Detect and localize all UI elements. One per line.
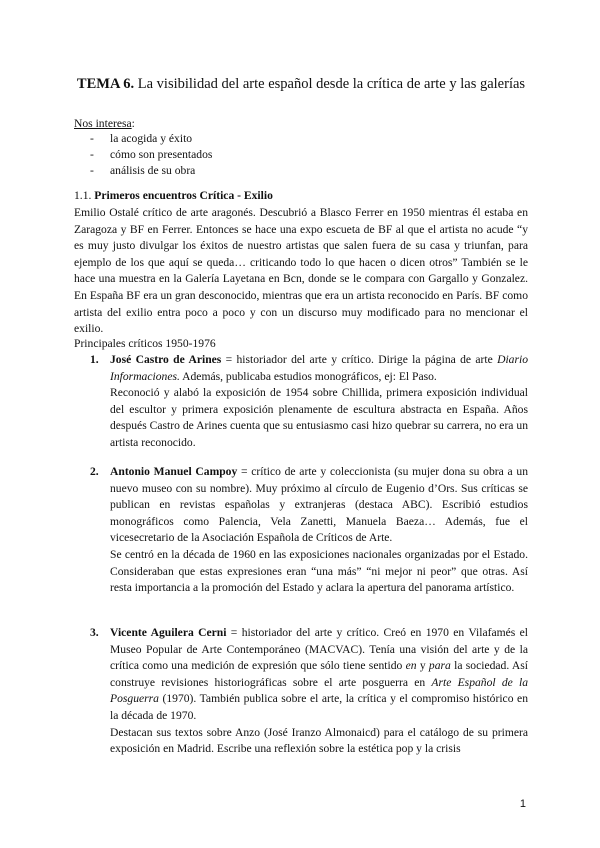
critic-item [82, 625, 528, 758]
critic-paragraph: Destacan sus textos sobre Anzo (José Iranzo Almonaicd) para el catálogo de su primera exposición en Madrid. Escribe una reflexión sobre la estética pop y la crisis [110, 725, 528, 756]
intro-heading: Nos interesa [74, 117, 132, 130]
critic-name: Antonio Manuel Campoy [110, 465, 238, 478]
critic-number: 3. [90, 626, 99, 639]
critic-item [82, 352, 528, 452]
document-title [74, 74, 528, 95]
page-number: 1 [519, 798, 526, 810]
critic-name: José Castro de Arines [110, 353, 222, 366]
critic-paragraph: Antonio Manuel Campoy = crítico de arte y coleccionista (su mujer dona su obra a un nuevo museo con su nombre). Muy próximo al círculo de Eugenio d’Ors. Sus críticas se publican en revistas españolas y extranjeras (destaca ABC). Escribió estudios monográficos como Palencia, Vela Zanetti, Manuela Baeza… Además, fue el vicesecretario de la Asociación Española de Críticos de Arte. [110, 465, 528, 545]
intro-heading-suffix: : [131, 117, 135, 130]
critic-number: 2. [90, 465, 99, 478]
title-label: TEMA 6. [76, 76, 135, 92]
title-text: La visibilidad del arte español desde la crítica de arte y las galerías [137, 76, 526, 92]
critic-paragraph: Reconoció y alabó la exposición de 1954 sobre Chillida, primera exposición individual del escultor y primera exposición plenamente de escultura abstracta en España. Años después Castro de Arines cuenta que su entusiasmo casi hizo quebrar su carrera, no era un artista reconocido. [110, 386, 528, 449]
list-item: - análisis de su obra [90, 164, 196, 177]
critic-name: Vicente Aguilera Cerni [110, 626, 227, 639]
section-subheading: Principales críticos 1950-1976 [74, 337, 216, 350]
section-title: Primeros encuentros Crítica - Exilio [94, 189, 273, 202]
section-number: 1.1. [74, 189, 92, 202]
section-heading [74, 188, 528, 205]
list-item: - la acogida y éxito [90, 132, 193, 145]
section-paragraph: Emilio Ostalé crítico de arte aragonés. Descubrió a Blasco Ferrer en 1950 mientras él estaba en Zaragoza y BF en Ferrer. Entonces se hace una expo escueta de BF al que el artista no acude “y es muy justo divulgar los éxitos de nuestro artistas que salen fuera de su casa y triunfan, para ejemplo de los que aquí se queda… criticando todo lo que hacen o dicen otros” También se le hace una muestra en la Galería Layetana en Bcn, donde se le compara con Gargallo y Gonzalez. En España BF era un gran desconocido, mientras que era un artista reconocido en París. BF como artista del exilio entra poco a poco y con un discurso muy modificado para no mencionar el exilio. [74, 206, 528, 336]
critic-number: 1. [90, 353, 99, 366]
critic-paragraph: Se centró en la década de 1960 en las exposiciones nacionales organizadas por el Estado. Consideraban que estas expresiones eran “una más” “ni mejor ni peor” que otras. Así resta importancia a la promoción del Estado y aclara la apertura del panorama artístico. [110, 547, 528, 595]
critic-item [82, 464, 528, 597]
list-item: - cómo son presentados [90, 148, 213, 161]
critic-paragraph: Vicente Aguilera Cerni = historiador del arte y crítico. Creó en 1970 en Vilafamés el Museo Popular de Arte Contemporáneo (MACVAC). Tenía una visión del arte y de la crítica como una medición de expresión que sólo tiene sentido en y para la sociedad. Así construye revisiones historiográficas sobre el arte posguerra en Arte Español de la Posguerra (1970). También publica sobre el arte, la crítica y el compromiso histórico en la década de 1970. [110, 626, 528, 722]
intro-list [90, 131, 212, 179]
critic-paragraph: José Castro de Arines = historiador del arte y crítico. Dirige la página de arte Diario Informaciones. Además, publicaba estudios monográficos, ej: El Paso. [110, 353, 528, 383]
